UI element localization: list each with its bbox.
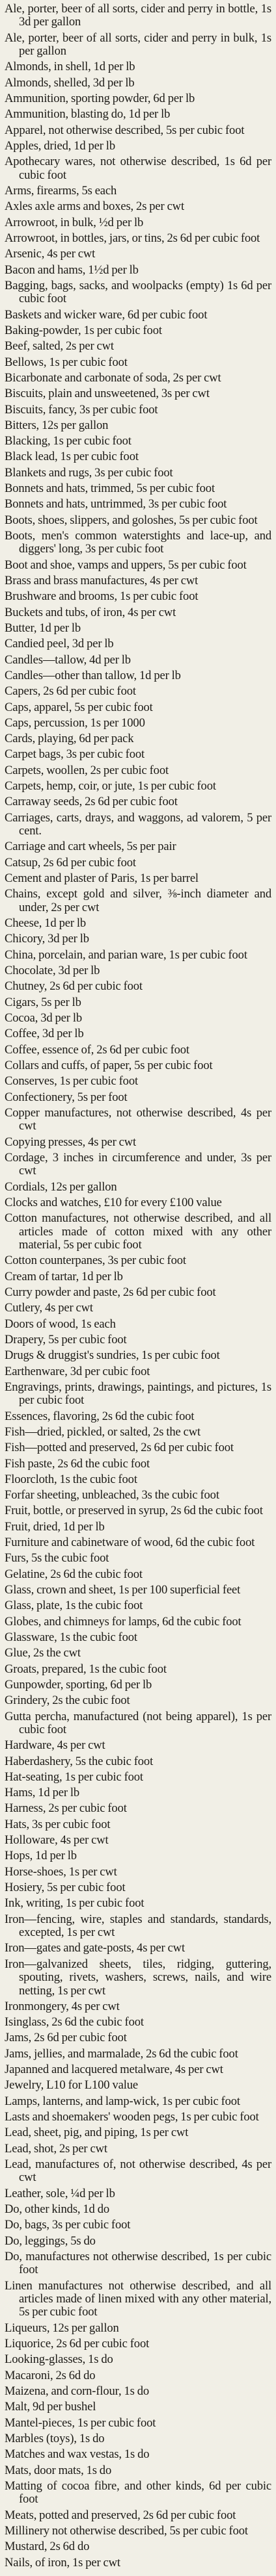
tariff-entry: China, porcelain, and parian ware, 1s per cubic foot (5, 947, 247, 962)
tariff-entry: Candles—other than tallow, 1d per lb (5, 668, 181, 682)
tariff-entry: Millinery not otherwise described, 5s per cubic foot (5, 2523, 248, 2538)
tariff-entry: Maizena, and corn-flour, 1s do (5, 2384, 149, 2398)
tariff-entry: Horse-shoes, 1s per cwt (5, 1864, 117, 1879)
tariff-entry: Chicory, 3d per lb (5, 932, 89, 946)
tariff-entry: Cotton manufactures, not otherwise described, and all articles made of cotton mixed with any other material, 5s per cubic foot (5, 1211, 271, 1252)
tariff-entry: Cordage, 3 inches in circumference and under, 3s per cwt (5, 1150, 271, 1178)
tariff-entry: Liquorice, 2s 6d per cubic foot (5, 2337, 150, 2351)
tariff-entry: Carriage and cart wheels, 5s per pair (5, 840, 176, 854)
tariff-entry: Apothecary wares, not otherwise described, 1s 6d per cubic foot (5, 155, 271, 182)
tariff-entry: Caps, apparel, 5s per cubic foot (5, 700, 153, 714)
tariff-entry: Ale, porter, beer of all sorts, cider and perry in bulk, 1s per gallon (5, 31, 271, 58)
tariff-entry: Ale, porter, beer of all sorts, cider and perry in bottle, 1s 3d per gallon (5, 2, 271, 29)
tariff-entry: Apparel, not otherwise described, 5s per cubic foot (5, 123, 245, 137)
tariff-entry: Bonnets and hats, untrimmed, 3s per cubic foot (5, 497, 227, 511)
tariff-entry: Malt, 9d per bushel (5, 2400, 96, 2414)
tariff-entry: Furs, 5s the cubic foot (5, 1551, 109, 1565)
tariff-entry: Carpets, woollen, 2s per cubic foot (5, 763, 169, 777)
tariff-entry: Matches and wax vestas, 1s do (5, 2447, 150, 2462)
tariff-entry: Biscuits, plain and unsweetened, 3s per cwt (5, 387, 210, 401)
tariff-entry: Bacon and hams, 1½d per lb (5, 263, 139, 277)
tariff-entry: Haberdashery, 5s the cubic foot (5, 1754, 154, 1768)
tariff-entry: Glass, crown and sheet, 1s per 100 superficial feet (5, 1583, 241, 1597)
tariff-entry: Cement and plaster of Paris, 1s per barrel (5, 871, 199, 886)
tariff-entry: Bonnets and hats, trimmed, 5s per cubic foot (5, 482, 215, 496)
tariff-entry: Arrowroot, in bulk, ½d per lb (5, 215, 144, 229)
tariff-entry: Carraway seeds, 2s 6d per cubic foot (5, 795, 178, 809)
tariff-entry: Do, bags, 3s per cubic foot (5, 2218, 131, 2232)
tariff-entry: Doors of wood, 1s each (5, 1317, 116, 1331)
tariff-entry: Chocolate, 3d per lb (5, 964, 100, 978)
tariff-entry: Arsenic, 4s per cwt (5, 247, 96, 261)
tariff-entry: Meats, potted and preserved, 2s 6d per cubic foot (5, 2508, 236, 2522)
tariff-entry: Blacking, 1s per cubic foot (5, 434, 131, 448)
tariff-entry: Cheese, 1d per lb (5, 916, 87, 931)
tariff-entry: Drapery, 5s per cubic foot (5, 1332, 127, 1346)
tariff-entry: Mustard, 2s 6d do (5, 2540, 90, 2554)
tariff-entry: Groats, prepared, 1s the cubic foot (5, 1662, 167, 1676)
tariff-entry: Globes, and chimneys for lamps, 6d the cubic foot (5, 1614, 242, 1629)
tariff-entry: Apples, dried, 1d per lb (5, 139, 115, 153)
tariff-entry: Lead, shot, 2s per cwt (5, 2141, 107, 2156)
tariff-entry: Biscuits, fancy, 3s per cubic foot (5, 402, 158, 417)
tariff-entry: Cordials, 12s per gallon (5, 1179, 117, 1194)
tariff-entry: Baskets and wicker ware, 6d per cubic foot (5, 307, 208, 322)
tariff-entry: Beef, salted, 2s per cwt (5, 339, 114, 354)
tariff-entry: Leather, sole, ¼d per lb (5, 2186, 115, 2200)
tariff-entry: Fish—potted and preserved, 2s 6d per cubic foot (5, 1441, 234, 1455)
tariff-entry: Hat-seating, 1s per cubic foot (5, 1770, 143, 1784)
tariff-entry: Almonds, shelled, 3d per lb (5, 75, 135, 90)
tariff-entry: Ironmongery, 4s per cwt (5, 1999, 120, 2013)
tariff-entry: Carpets, hemp, coir, or jute, 1s per cubic foot (5, 779, 216, 793)
tariff-entry: Ink, writing, 1s per cubic foot (5, 1896, 145, 1911)
tariff-entry: Ammunition, sporting powder, 6d per lb (5, 92, 195, 106)
tariff-entry: Cutlery, 4s per cwt (5, 1301, 93, 1315)
tariff-entry: Lead, sheet, pig, and piping, 1s per cwt (5, 2126, 189, 2140)
tariff-entry: Iron—galvanized sheets, tiles, ridging, guttering, spouting, rivets, washers, screws, nails, and wire netting, 1s per cwt (5, 1957, 271, 1998)
tariff-entry: Do, manufactures not otherwise described, 1s per cubic foot (5, 2249, 271, 2277)
tariff-entry: Black lead, 1s per cubic foot (5, 450, 139, 464)
tariff-entry: Cotton counterpanes, 3s per cubic foot (5, 1254, 186, 1268)
tariff-entry: Blankets and rugs, 3s per cubic foot (5, 465, 173, 480)
tariff-entry: Fruit, bottle, or preserved in syrup, 2s 6d the cubic foot (5, 1504, 263, 1518)
tariff-entry: Linen manufactures not otherwise described, and all articles made of linen mixed with any other material, 5s per cubic foot (5, 2278, 271, 2319)
tariff-entry: Cocoa, 3d per lb (5, 1011, 82, 1025)
tariff-entry: Lamps, lanterns, and lamp-wick, 1s per cubic foot (5, 2094, 240, 2108)
tariff-entry: Fish—dried, pickled, or salted, 2s the cwt (5, 1424, 201, 1439)
tariff-entry: Hosiery, 5s per cubic foot (5, 1881, 126, 1895)
tariff-entry: Conserves, 1s per cubic foot (5, 1074, 138, 1088)
tariff-entry: Hardware, 4s per cwt (5, 1738, 105, 1753)
tariff-entry: Coffee, 3d per lb (5, 1027, 84, 1041)
tariff-entry: Isinglass, 2s 6d the cubic foot (5, 2015, 144, 2029)
tariff-entry: Bellows, 1s per cubic foot (5, 355, 128, 369)
tariff-entry: Iron—gates and gate-posts, 4s per cwt (5, 1941, 185, 1955)
tariff-entry: Matting of cocoa fibre, and other kinds, 6d per cubic foot (5, 2479, 271, 2506)
tariff-entry: Essences, flavoring, 2s 6d the cubic foot (5, 1409, 195, 1423)
tariff-entry: Candied peel, 3d per lb (5, 637, 114, 651)
tariff-entry: Copper manufactures, not otherwise described, 4s per cwt (5, 1105, 271, 1133)
tariff-entry: Coffee, essence of, 2s 6d per cubic foot (5, 1042, 189, 1057)
tariff-entry: Lasts and shoemakers' wooden pegs, 1s per cubic foot (5, 2110, 259, 2124)
tariff-entry: Boots, men's common waterstights and lace-up, and diggers' long, 3s per cubic foot (5, 529, 271, 556)
tariff-entry: Clocks and watches, £10 for every £100 value (5, 1195, 222, 1209)
tariff-entry: Iron—fencing, wire, staples and standards, standards, excepted, 1s per cwt (5, 1912, 271, 1940)
tariff-entry: Hams, 1d per lb (5, 1786, 80, 1800)
tariff-entry: Japanned and lacquered metalware, 4s per cwt (5, 2063, 223, 2077)
tariff-entry: Lead, manufactures of, not otherwise described, 4s per cwt (5, 2157, 271, 2185)
tariff-entry: Boot and shoe, vamps and uppers, 5s per cubic foot (5, 558, 247, 572)
tariff-entry: Caps, percussion, 1s per 1000 (5, 715, 145, 730)
tariff-entry: Jams, 2s 6d per cubic foot (5, 2031, 127, 2045)
tariff-entry: Harness, 2s per cubic foot (5, 1801, 127, 1816)
tariff-entry: Bitters, 12s per gallon (5, 418, 109, 432)
tariff-entry: Glue, 2s the cwt (5, 1646, 81, 1660)
tariff-entry: Gelatine, 2s 6d the cubic foot (5, 1567, 143, 1581)
tariff-entry: Bagging, bags, sacks, and woolpacks (empty) 1s 6d per cubic foot (5, 278, 271, 306)
tariff-entry: Holloware, 4s per cwt (5, 1833, 109, 1848)
tariff-entry: Cream of tartar, 1d per lb (5, 1269, 123, 1283)
tariff-entry: Collars and cuffs, of paper, 5s per cubic foot (5, 1058, 213, 1072)
tariff-entry: Almonds, in shell, 1d per lb (5, 60, 135, 74)
tariff-entry: Chutney, 2s 6d per cubic foot (5, 979, 143, 994)
tariff-entry: Do, other kinds, 1d do (5, 2202, 109, 2216)
tariff-entry: Liqueurs, 12s per gallon (5, 2321, 119, 2335)
tariff-entry: Hats, 3s per cubic foot (5, 1817, 111, 1831)
tariff-entry: Brushware and brooms, 1s per cubic foot (5, 589, 199, 604)
tariff-entry: Candles—tallow, 4d per lb (5, 652, 131, 667)
tariff-entry: Chains, except gold and silver, ⅜-inch diameter and under, 2s per cwt (5, 887, 271, 914)
tariff-entry: Marbles (toys), 1s do (5, 2431, 105, 2445)
tariff-entry: Mantel-pieces, 1s per cubic foot (5, 2415, 156, 2430)
tariff-entry: Nails, of iron, 1s per cwt (5, 2555, 120, 2570)
tariff-entry: Forfar sheeting, unbleached, 3s the cubic foot (5, 1488, 219, 1502)
tariff-entry: Hops, 1d per lb (5, 1849, 77, 1863)
tariff-entry: Looking-glasses, 1s do (5, 2352, 113, 2367)
tariff-entry: Confectionery, 5s per foot (5, 1090, 128, 1104)
tariff-entry: Mats, door mats, 1s do (5, 2463, 112, 2477)
tariff-entry: Glassware, 1s the cubic foot (5, 1630, 137, 1644)
tariff-entry: Arrowroot, in bottles, jars, or tins, 2s 6d per cubic foot (5, 231, 260, 245)
tariff-entry: Drugs & druggist's sundries, 1s per cubic foot (5, 1348, 220, 1363)
tariff-entry: Engravings, prints, drawings, paintings, and pictures, 1s per cubic foot (5, 1380, 271, 1408)
tariff-entry: Cards, playing, 6d per pack (5, 732, 134, 746)
tariff-entry: Copying presses, 4s per cwt (5, 1135, 137, 1149)
tariff-entry: Glass, plate, 1s the cubic foot (5, 1599, 143, 1613)
tariff-entry: Do, leggings, 5s do (5, 2234, 96, 2248)
tariff-entry: Curry powder and paste, 2s 6d per cubic foot (5, 1285, 216, 1299)
tariff-entry: Capers, 2s 6d per cubic foot (5, 684, 136, 699)
tariff-entry: Catsup, 2s 6d per cubic foot (5, 855, 136, 869)
tariff-entry: Gutta percha, manufactured (not being apparel), 1s per cubic foot (5, 1709, 271, 1736)
tariff-entry: Boots, shoes, slippers, and goloshes, 5s per cubic foot (5, 513, 258, 527)
tariff-entry: Baking-powder, 1s per cubic foot (5, 323, 162, 337)
tariff-entry: Gunpowder, sporting, 6d per lb (5, 1677, 152, 1692)
tariff-entry-list (5, 3, 271, 2570)
tariff-entry: Fish paste, 2s 6d the cubic foot (5, 1456, 150, 1471)
tariff-entry: Arms, firearms, 5s each (5, 184, 117, 198)
tariff-entry: Earthenware, 3d per cubic foot (5, 1364, 150, 1378)
tariff-entry: Ammunition, blasting do, 1d per lb (5, 107, 171, 122)
tariff-entry: Grindery, 2s the cubic foot (5, 1694, 130, 1708)
tariff-entry: Floorcloth, 1s the cubic foot (5, 1472, 137, 1486)
tariff-entry: Jewelry, L10 for L100 value (5, 2078, 138, 2093)
tariff-entry: Cigars, 5s per lb (5, 995, 81, 1009)
tariff-entry: Furniture and cabinetware of wood, 6d the cubic foot (5, 1536, 255, 1550)
tariff-entry: Butter, 1d per lb (5, 621, 81, 635)
tariff-entry: Buckets and tubs, of iron, 4s per cwt (5, 605, 176, 619)
tariff-entry: Carpet bags, 3s per cubic foot (5, 747, 145, 762)
tariff-entry: Carriages, carts, drays, and waggons, ad valorem, 5 per cent. (5, 810, 271, 838)
tariff-entry: Brass and brass manufactures, 4s per cwt (5, 574, 199, 588)
tariff-entry: Axles axle arms and boxes, 2s per cwt (5, 200, 184, 214)
tariff-entry: Fruit, dried, 1d per lb (5, 1519, 105, 1534)
tariff-entry: Jams, jellies, and marmalade, 2s 6d the cubic foot (5, 2046, 238, 2061)
tariff-entry: Bicarbonate and carbonate of soda, 2s per cwt (5, 370, 221, 385)
tariff-entry: Macaroni, 2s 6d do (5, 2368, 96, 2382)
